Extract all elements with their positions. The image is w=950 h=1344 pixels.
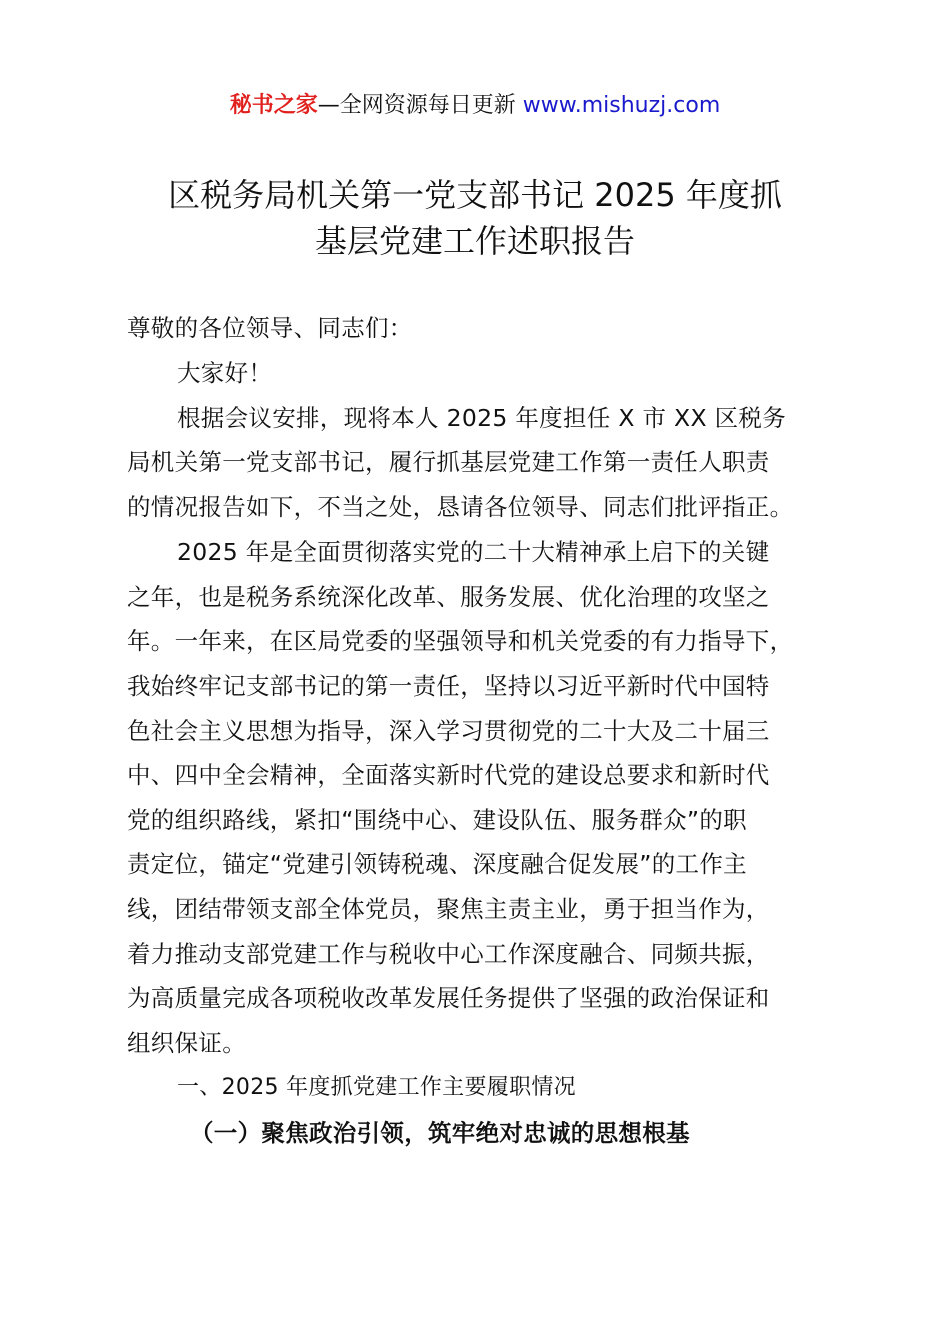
site-url-link[interactable]: www.mishuzj.com	[522, 93, 721, 118]
paragraph-line: 线，团结带领支部全体党员，聚焦主责主业，勇于担当作为，	[127, 895, 770, 923]
paragraph-line: 责定位，锚定“党建引领铸税魂、深度融合促发展”的工作主	[127, 850, 747, 878]
paragraph-line: 局机关第一党支部书记，履行抓基层党建工作第一责任人职责	[127, 448, 770, 476]
paragraph-line: 2025 年是全面贯彻落实党的二十大精神承上启下的关键	[177, 538, 770, 566]
paragraph-line: 色社会主义思想为指导，深入学习贯彻党的二十大及二十届三	[127, 717, 770, 745]
paragraph-line: 党的组织路线，紧扣“围绕中心、建设队伍、服务群众”的职	[127, 806, 747, 834]
paragraph-line: 我始终牢记支部书记的第一责任，坚持以习近平新时代中国特	[127, 672, 770, 700]
document-title-line-2: 基层党建工作述职报告	[314, 222, 635, 260]
paragraph-line: 中、四中全会精神，全面落实新时代党的建设总要求和新时代	[127, 761, 770, 789]
site-header	[0, 88, 950, 119]
brand-name: 秘书之家	[229, 93, 318, 118]
section-heading: 一、2025 年度抓党建工作主要履职情况	[177, 1075, 576, 1100]
subsection-heading: （一）聚焦政治引领，筑牢绝对忠诚的思想根基	[190, 1119, 690, 1147]
paragraph-line: 为高质量完成各项税收改革发展任务提供了坚强的政治保证和	[127, 984, 770, 1012]
paragraph-line: 根据会议安排，现将本人 2025 年度担任 X 市 XX 区税务	[177, 404, 787, 432]
document-title-line-1: 区税务局机关第一党支部书记 2025 年度抓	[168, 176, 782, 214]
paragraph-line: 年。一年来，在区局党委的坚强领导和机关党委的有力指导下，	[127, 627, 794, 655]
paragraph-line: 着力推动支部党建工作与税收中心工作深度融合、同频共振，	[127, 940, 770, 968]
greeting: 大家好！	[177, 359, 273, 387]
paragraph-line: 之年，也是税务系统深化改革、服务发展、优化治理的攻坚之	[127, 583, 770, 611]
paragraph-line: 的情况报告如下，不当之处，恳请各位领导、同志们批评指正。	[127, 493, 794, 521]
header-tagline: —全网资源每日更新	[317, 93, 523, 118]
salutation: 尊敬的各位领导、同志们：	[127, 314, 413, 342]
paragraph-line: 组织保证。	[127, 1029, 246, 1057]
